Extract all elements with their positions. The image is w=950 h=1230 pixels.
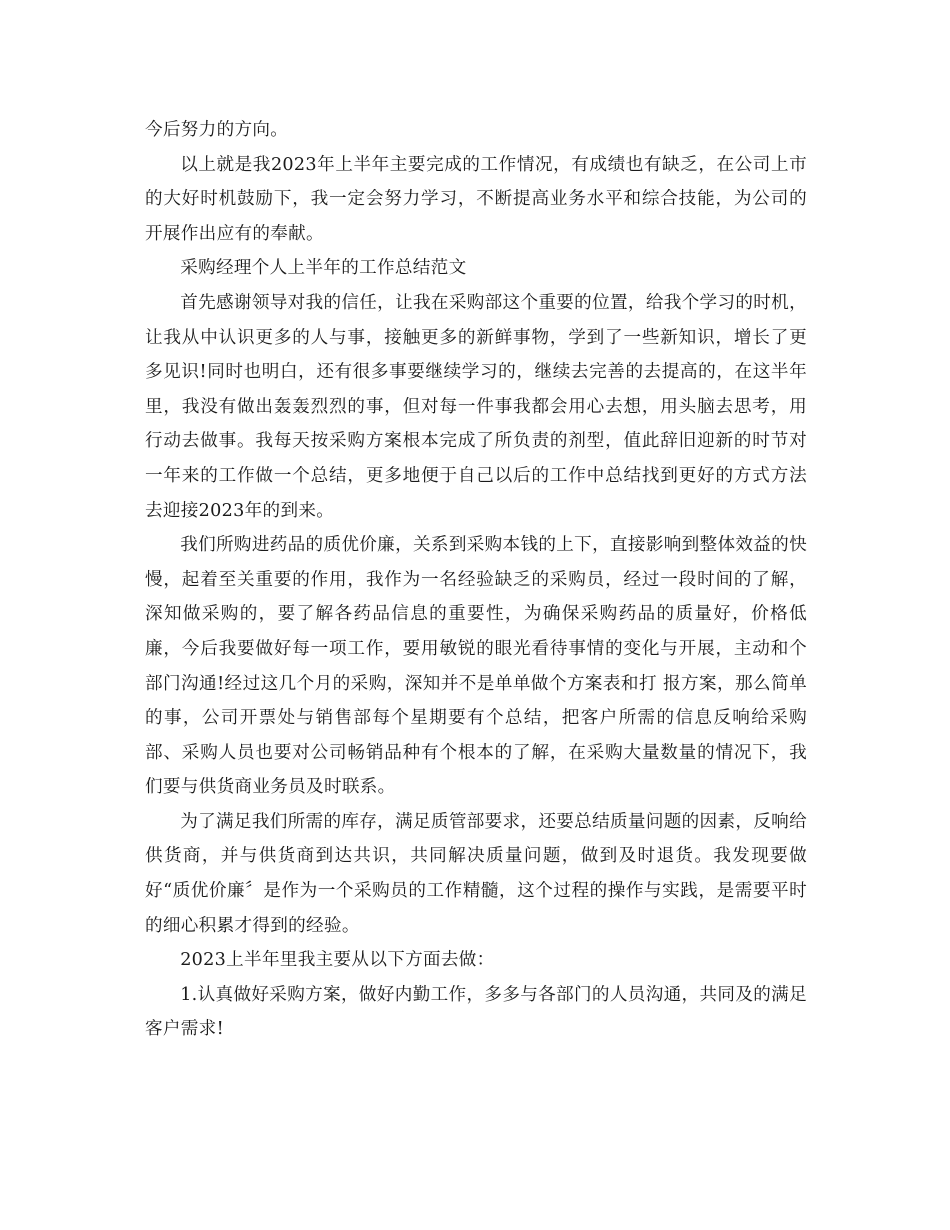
section-heading: 采购经理个人上半年的工作总结范文 — [180, 258, 467, 279]
paragraph-3: 首先感谢领导对我的信任，让我在采购部这个重要的位置，给我个学习的时机，让我从中认识更多的人与事，接触更多的新鲜事物，学到了一些新知识，增长了更多见识!同时也明白，还有很多事要继续学习的，继续去完善的去提高的，在这半年里，我没有做出轰轰烈烈的事，但对每一件事我都会用心去想，用头脑去思考，用行动去做事。我每天按采购方案根本完成了所负责的剂型，值此辞旧迎新的时节对一年来的工作做一个总结，更多地便于自己以后的工作中总结找到更好的方式方法去迎接2023年的到来。 — [145, 292, 807, 521]
paragraph-1: 今后努力的方向。 — [145, 120, 289, 140]
paragraph-4: 我们所购进药品的质优价廉，关系到采购本钱的上下，直接影响到整体效益的快慢，起着至关重要的作用，我作为一名经验缺乏的采购员，经过一段时间的了解，深知做采购的，要了解各药品信息的重要性，为确保采购药品的质量好，价格低廉，今后我要做好每一项工作，要用敏锐的眼光看待事情的变化与开展，主动和个部门沟通!经过这几个月的采购，深知并不是单单做个方案表和打 报方案，那么简单的事，公司开票处与销售部每个星期要有个总结，把客户所需的信息反响给采购部、采购人员也要对公司畅销品种有个根本的了解，在采购大量数量的情况下，我们要与供货商业务员及时联系。 — [145, 535, 807, 798]
paragraph-6: 2023上半年里我主要从以下方面去做： — [180, 950, 495, 971]
paragraph-2: 以上就是我2023年上半年主要完成的工作情况，有成绩也有缺乏，在公司上市的大好时机鼓励下，我一定会努力学习，不断提高业务水平和综合技能，为公司的开展作出应有的奉献。 — [145, 154, 807, 244]
paragraph-5: 为了满足我们所需的库存，满足质管部要求，还要总结质量问题的因素，反响给供货商，并与供货商到达共识，共同解决质量问题，做到及时退货。我发现要做好“质优价廉〞是作为一个采购员的工作精髓，这个过程的操作与实践，是需要平时的细心积累才得到的经验。 — [145, 811, 807, 936]
document-body — [145, 113, 807, 1047]
paragraph-7: 1.认真做好采购方案，做好内勤工作，多多与各部门的人员沟通，共同及的满足客户需求! — [145, 984, 807, 1040]
